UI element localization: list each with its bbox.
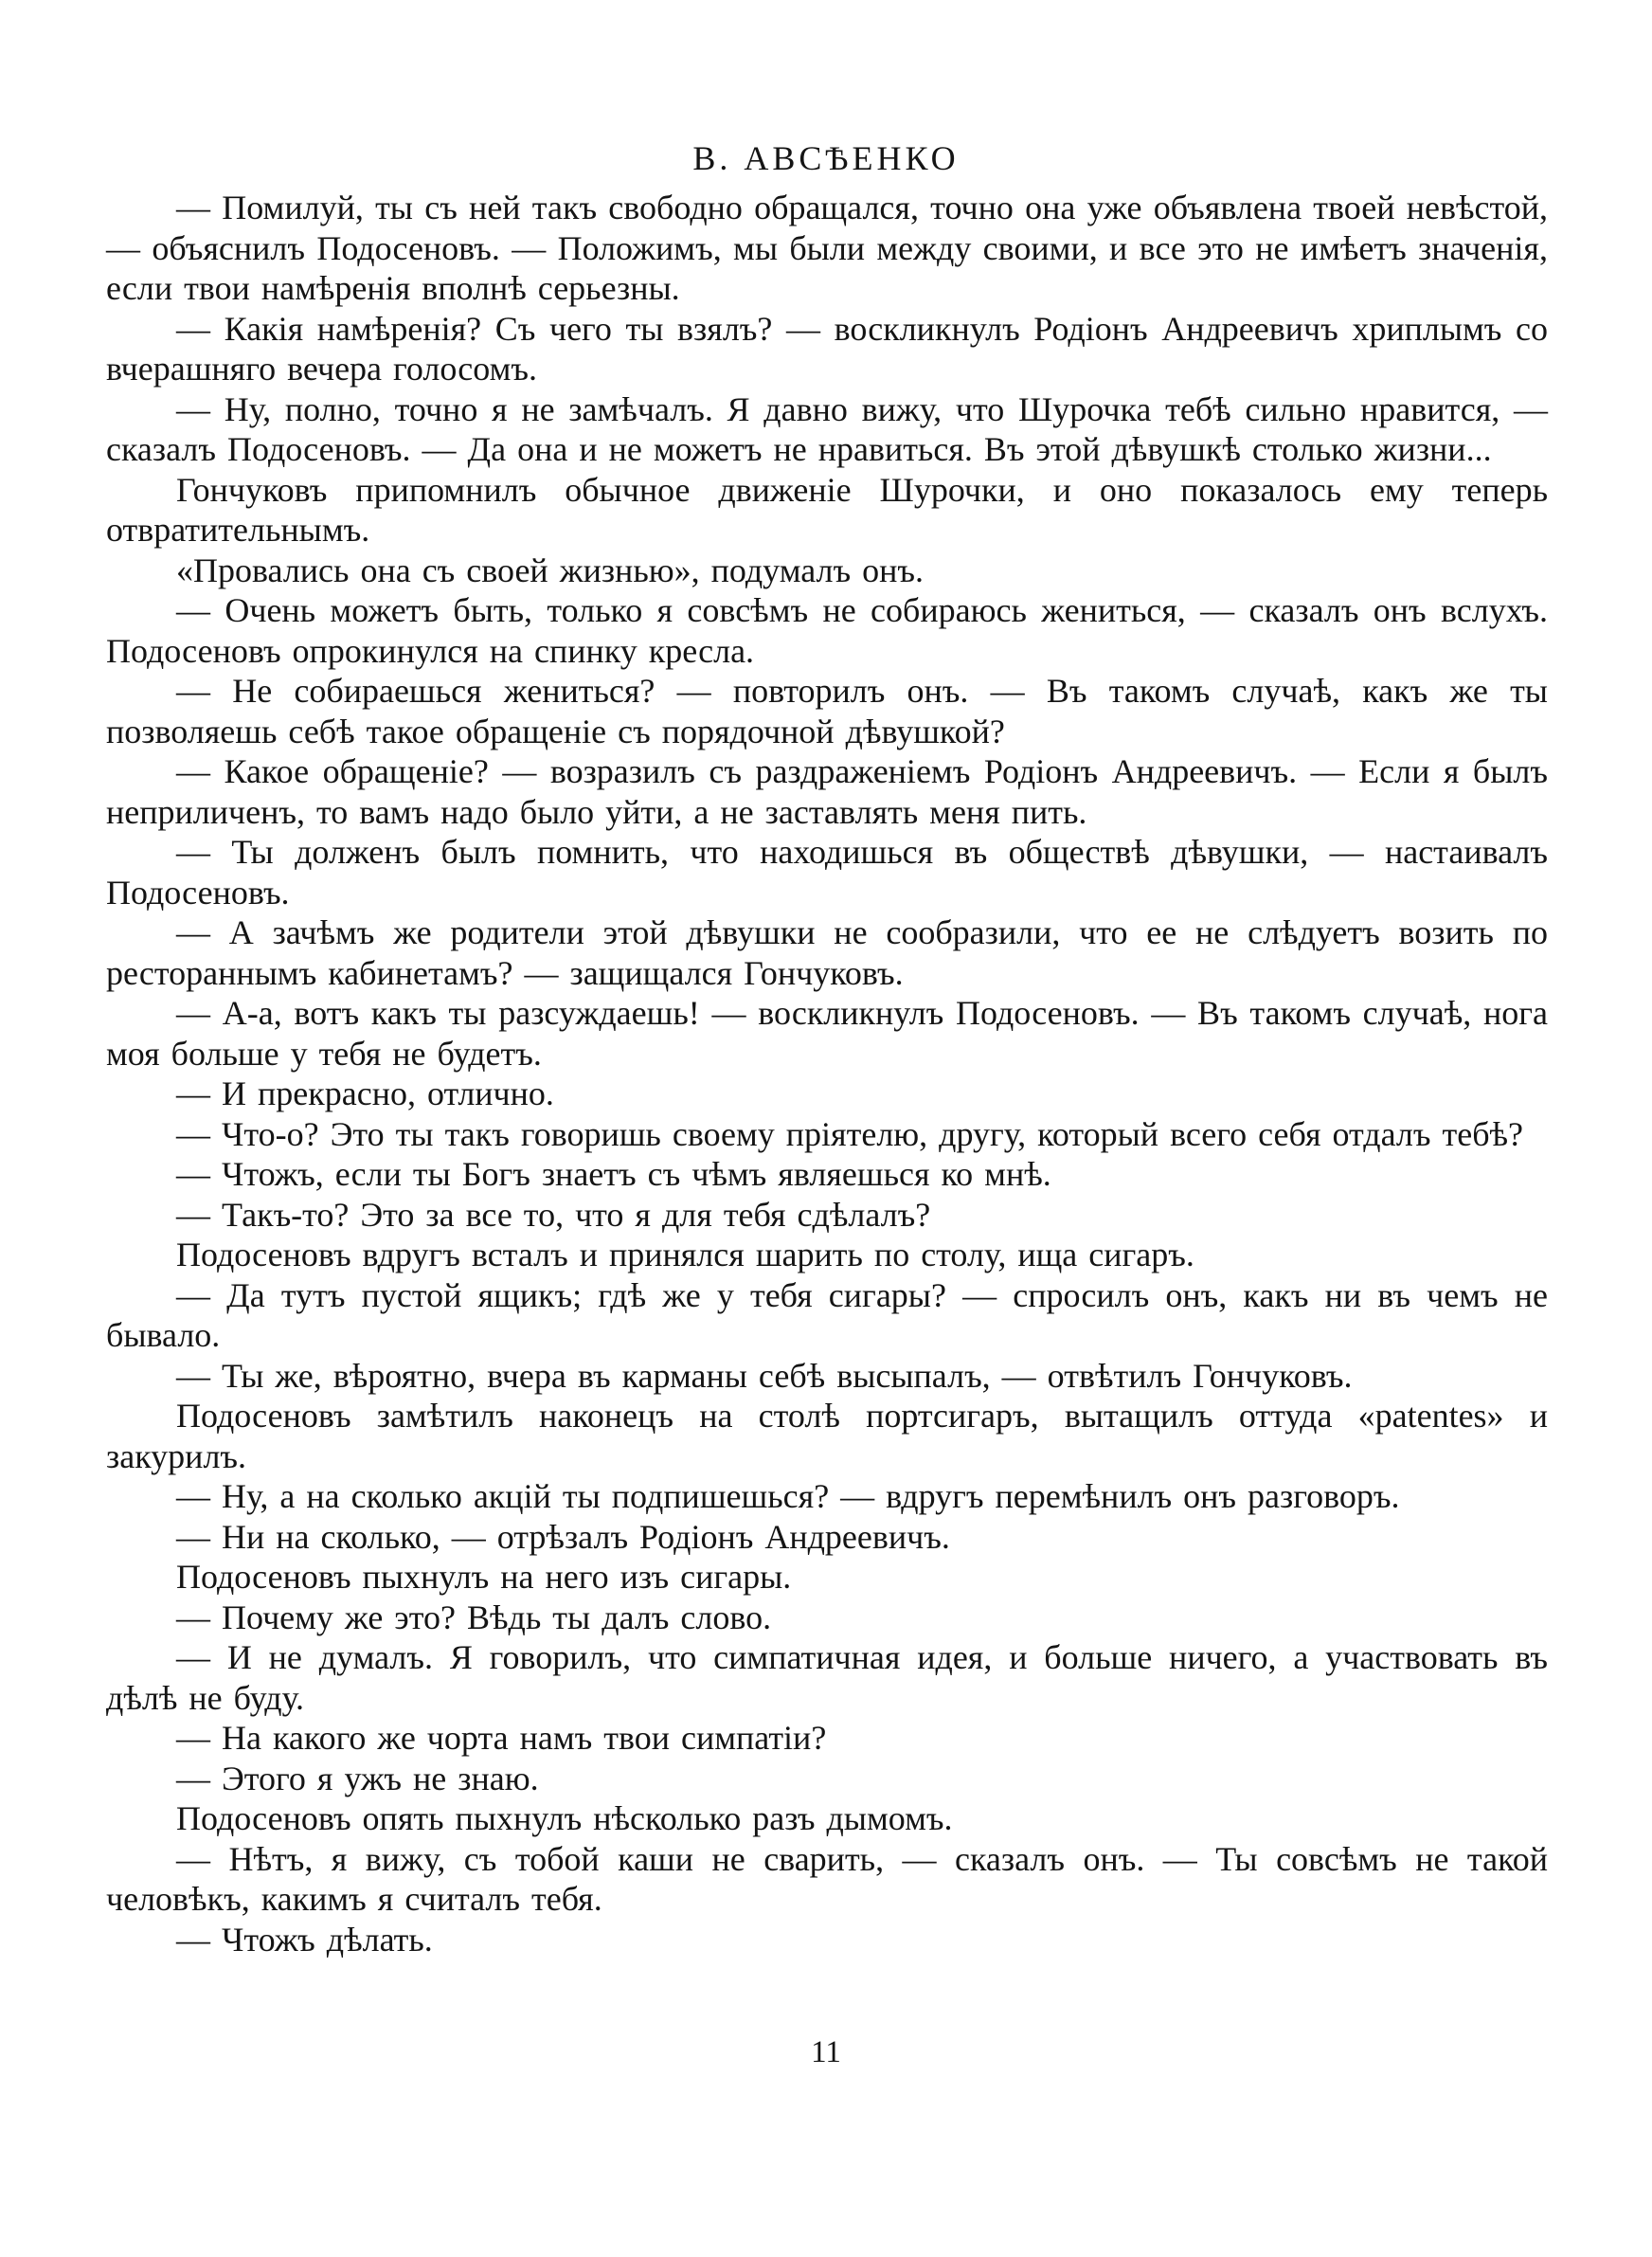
- paragraph: — Такъ-то? Это за все то, что я для тебя сдѣлалъ?: [176, 1195, 931, 1234]
- paragraph: Подосеновъ пыхнулъ на него изъ сигары.: [176, 1558, 792, 1596]
- paragraph: — Чтожъ, если ты Богъ знаетъ съ чѣмъ являешься ко мнѣ.: [176, 1155, 1051, 1193]
- paragraph: — Ты же, вѣроятно, вчера въ карманы себѣ высыпалъ, — отвѣтилъ Гончуковъ.: [176, 1356, 1353, 1395]
- paragraph: — Да тутъ пустой ящикъ; гдѣ же у тебя сигары? — спросилъ онъ, какъ ни въ чемъ не бывало.: [106, 1275, 1548, 1354]
- body-text: [106, 188, 1548, 1959]
- paragraph: Гончуковъ припомнилъ обычное движеніе Шурочки, и оно показалось ему теперь отвратительнымъ.: [106, 470, 1548, 549]
- paragraph: — И прекрасно, отлично.: [176, 1074, 554, 1112]
- paragraph: — Нѣтъ, я вижу, съ тобой каши не сварить, — сказалъ онъ. — Ты совсѣмъ не такой человѣкъ, какимъ я считалъ тебя.: [106, 1839, 1548, 1918]
- page-header-author: В. АВСѢЕНКО: [692, 139, 960, 177]
- paragraph: — Какія намѣренія? Съ чего ты взялъ? — воскликнулъ Родіонъ Андреевичъ хриплымъ со вчерашняго вечера голосомъ.: [106, 309, 1548, 388]
- paragraph: Подосеновъ опять пыхнулъ нѣсколько разъ дымомъ.: [176, 1799, 953, 1837]
- paragraph: — А зачѣмъ же родители этой дѣвушки не сообразили, что ее не слѣдуетъ возить по рестораннымъ кабинетамъ? — защищался Гончуковъ.: [106, 913, 1548, 992]
- paragraph: — Не собираешься жениться? — повторилъ онъ. — Въ такомъ случаѣ, какъ же ты позволяешь себѣ такое обращеніе съ порядочной дѣвушкой?: [106, 672, 1548, 750]
- paragraph: — Чтожъ дѣлать.: [176, 1920, 433, 1959]
- paragraph: — Ну, а на сколько акцій ты подпишешься? — вдругъ перемѣнилъ онъ разговоръ.: [176, 1477, 1400, 1515]
- paragraph: — Ни на сколько, — отрѣзалъ Родіонъ Андреевичъ.: [176, 1517, 950, 1556]
- paragraph: — Помилуй, ты съ ней такъ свободно обращался, точно она уже объявлена твоей невѣстой, — объяснилъ Подосеновъ. — Положимъ, мы были между своими, и все это не имѣетъ значенія, если твои намѣренія вполнѣ серьезны.: [106, 189, 1548, 307]
- paragraph: — Очень можетъ быть, только я совсѣмъ не собираюсь жениться, — сказалъ онъ вслухъ. Подосеновъ опрокинулся на спинку кресла.: [106, 591, 1548, 670]
- paragraph: — Какое обращеніе? — возразилъ съ раздраженіемъ Родіонъ Андреевичъ. — Если я былъ неприличенъ, то вамъ надо было уйти, а не заставлять меня пить.: [106, 752, 1548, 831]
- page-number: 11: [811, 2035, 841, 2069]
- paragraph: — Что-о? Это ты такъ говоришь своему пріятелю, другу, который всего себя отдалъ тебѣ?: [176, 1114, 1524, 1153]
- paragraph: Подосеновъ вдругъ всталъ и принялся шарить по столу, ища сигаръ.: [176, 1236, 1194, 1273]
- paragraph: — Этого я ужъ не знаю.: [176, 1759, 539, 1797]
- paragraph: — Почему же это? Вѣдь ты далъ слово.: [176, 1598, 772, 1636]
- paragraph: — Ну, полно, точно я не замѣчалъ. Я давно вижу, что Шурочка тебѣ сильно нравится, — сказалъ Подосеновъ. — Да она и не можетъ не нравиться. Въ этой дѣвушкѣ столько жизни...: [106, 389, 1548, 468]
- paragraph: — Ты долженъ былъ помнить, что находишься въ обществѣ дѣвушки, — настаивалъ Подосеновъ.: [106, 833, 1548, 912]
- paragraph: — На какого же чорта намъ твои симпатіи?: [176, 1719, 827, 1757]
- paragraph: — И не думалъ. Я говорилъ, что симпатичная идея, и больше ничего, а участвовать въ дѣлѣ не буду.: [106, 1638, 1548, 1717]
- paragraph: «Провались она съ своей жизнью», подумалъ онъ.: [176, 551, 924, 589]
- paragraph: — А-а, вотъ какъ ты разсуждаешь! — воскликнулъ Подосеновъ. — Въ такомъ случаѣ, нога моя больше у тебя не будетъ.: [106, 994, 1548, 1073]
- paragraph: Подосеновъ замѣтилъ наконецъ на столѣ портсигаръ, вытащилъ оттуда «patentes» и закурилъ.: [106, 1397, 1548, 1475]
